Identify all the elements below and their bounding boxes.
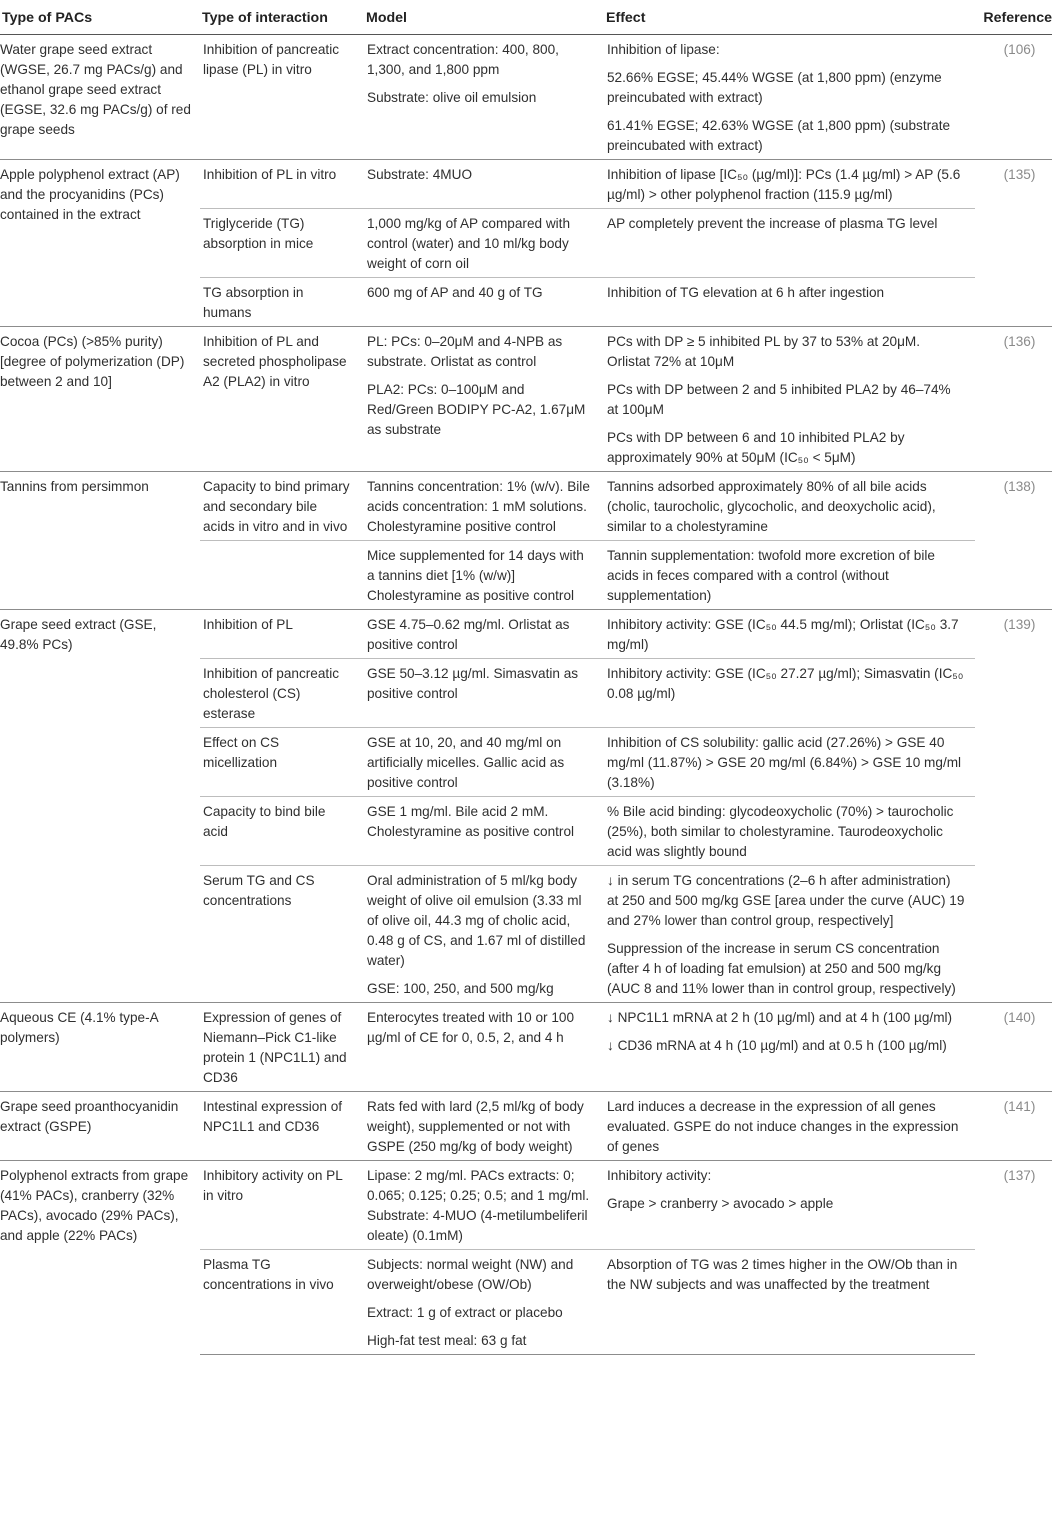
table-row xyxy=(0,35,1052,160)
effect-cell xyxy=(604,278,975,327)
table-row xyxy=(0,1003,1052,1092)
effect-cell xyxy=(604,1092,975,1161)
pac-type-cell: Apple polyphenol extract (AP) and the procyanidins (PCs) contained in the extract xyxy=(0,160,200,327)
header-effect: Effect xyxy=(604,0,975,35)
interaction-cell: Inhibition of PL and secreted phospholipase A2 (PLA2) in vitro xyxy=(200,327,364,472)
effect-cell xyxy=(604,728,975,797)
reference-cell: (137) xyxy=(1003,1168,1036,1183)
interaction-cell: Inhibition of PL in vitro xyxy=(200,160,364,209)
table-row xyxy=(0,160,1052,209)
model-text: GSE 4.75–0.62 mg/ml. Orlistat as positive control xyxy=(367,617,570,652)
interaction-cell xyxy=(200,541,364,610)
interaction-cell: Plasma TG concentrations in vivo xyxy=(200,1250,364,1355)
interaction-cell: Inhibition of pancreatic cholesterol (CS) esterase xyxy=(200,659,364,728)
pac-type-cell: Grape seed proanthocyanidin extract (GSPE) xyxy=(0,1092,200,1161)
header-reference: Reference xyxy=(975,0,1052,35)
model-text: Lipase: 2 mg/ml. PACs extracts: 0; 0.065; 0.125; 0.25; 0.5; and 1 mg/ml. Substrate: 4-MUO (4-metilumbeliferil oleate) (0.1mM) xyxy=(367,1168,590,1243)
effect-text: Inhibition of lipase: xyxy=(607,42,720,57)
model-cell xyxy=(364,209,604,278)
model-text: Enterocytes treated with 10 or 100 µg/ml of CE for 0, 0.5, 2, and 4 h xyxy=(367,1010,575,1045)
interaction-cell: Inhibition of PL xyxy=(200,610,364,659)
header-interaction: Type of interaction xyxy=(200,0,364,35)
reference-cell: (138) xyxy=(975,472,1052,610)
header-model: Model xyxy=(364,0,604,35)
header-row xyxy=(0,0,1052,35)
effect-cell xyxy=(604,797,975,866)
model-cell xyxy=(364,610,604,659)
effect-cell xyxy=(604,659,975,728)
effect-text: % Bile acid binding: glycodeoxycholic (70%) > taurocholic (25%), both similar to cholestyramine. Taurodeoxycholic acid was slightly bound xyxy=(607,804,954,859)
model-text: Tannins concentration: 1% (w/v). Bile acids concentration: 1 mM solutions. Cholestyramine positive control xyxy=(367,479,590,534)
model-text: Rats fed with lard (2,5 ml/kg of body weight), supplemented or not with GSPE (250 mg/kg of body weight) xyxy=(367,1099,584,1154)
model-text: GSE 50–3.12 µg/ml. Simasvatin as positive control xyxy=(367,666,579,701)
model-cell xyxy=(364,1250,604,1355)
pac-type-cell: Polyphenol extracts from grape (41% PACs), cranberry (32% PACs), avocado (29% PACs), and apple (22% PACs) xyxy=(0,1168,189,1243)
table-header xyxy=(0,0,1052,35)
model-cell xyxy=(364,327,604,472)
effect-cell xyxy=(604,160,975,209)
model-cell xyxy=(364,35,604,160)
reference-cell: (135) xyxy=(975,160,1052,327)
effect-cell xyxy=(604,866,975,1003)
effect-text: PCs with DP ≥ 5 inhibited PL by 37 to 53% at 20μM. Orlistat 72% at 10μM xyxy=(607,334,921,369)
interaction-cell: Inhibition of pancreatic lipase (PL) in vitro xyxy=(200,35,364,160)
effect-text: AP completely prevent the increase of plasma TG level xyxy=(607,216,938,231)
table-row xyxy=(0,1161,1052,1250)
effect-cell xyxy=(604,327,975,472)
effect-text: Tannins adsorbed approximately 80% of all bile acids (cholic, taurocholic, glycocholic, and deoxycholic acid), similar to a cholestyramine xyxy=(607,479,936,534)
effect-cell xyxy=(604,1003,975,1092)
model-cell xyxy=(364,866,604,1003)
effect-cell xyxy=(604,472,975,541)
table-row xyxy=(0,472,1052,541)
effect-cell xyxy=(604,541,975,610)
effect-text: 52.66% EGSE; 45.44% WGSE (at 1,800 ppm) (enzyme preincubated with extract) xyxy=(607,70,942,105)
effect-text: Inhibitory activity: xyxy=(607,1168,712,1183)
model-cell xyxy=(364,278,604,327)
model-cell xyxy=(364,1092,604,1161)
effect-text: Inhibition of lipase [IC₅₀ (µg/ml)]: PCs (1.4 µg/ml) > AP (5.6 µg/ml) > other polyphenol fraction (115.9 µg/ml) xyxy=(607,167,961,202)
effect-text: Inhibitory activity: GSE (IC₅₀ 27.27 µg/ml); Simasvatin (IC₅₀ 0.08 µg/ml) xyxy=(607,666,964,701)
effect-text: Lard induces a decrease in the expression of all genes evaluated. GSPE do not induce changes in the expression of genes xyxy=(607,1099,959,1154)
model-text: GSE at 10, 20, and 40 mg/ml on artificially micelles. Gallic acid as positive control xyxy=(367,735,565,790)
effect-text: 61.41% EGSE; 42.63% WGSE (at 1,800 ppm) (substrate preincubated with extract) xyxy=(607,118,951,153)
model-cell xyxy=(364,160,604,209)
effect-cell xyxy=(604,1161,975,1250)
pac-type-cell: Grape seed extract (GSE, 49.8% PCs) xyxy=(0,610,200,1003)
model-cell xyxy=(364,797,604,866)
effect-text: Absorption of TG was 2 times higher in the OW/Ob than in the NW subjects and was unaffected by the treatment xyxy=(607,1257,958,1292)
model-text: 600 mg of AP and 40 g of TG xyxy=(367,285,543,300)
reference-cell: (136) xyxy=(975,327,1052,472)
reference-cell: (140) xyxy=(975,1003,1052,1092)
model-text: PL: PCs: 0–20μM and 4-NPB as substrate. Orlistat as control xyxy=(367,334,563,369)
table-row xyxy=(0,610,1052,659)
effect-text: Tannin supplementation: twofold more excretion of bile acids in feces compared with a control (without supplementation) xyxy=(607,548,935,603)
pac-type-cell: Water grape seed extract (WGSE, 26.7 mg PACs/g) and ethanol grape seed extract (EGSE, 32.6 mg PACs/g) of red grape seeds xyxy=(0,35,200,160)
interaction-cell: TG absorption in humans xyxy=(200,278,364,327)
effect-text: Grape > cranberry > avocado > apple xyxy=(607,1196,834,1211)
model-text: Subjects: normal weight (NW) and overweight/obese (OW/Ob) xyxy=(367,1257,574,1292)
model-text: Extract: 1 g of extract or placebo xyxy=(367,1305,563,1320)
effect-cell xyxy=(604,1250,975,1355)
effect-text: ↓ in serum TG concentrations (2–6 h after administration) at 250 and 500 mg/kg GSE [area under the curve (AUC) 19 and 27% lower than control group, respectively] xyxy=(607,873,965,928)
interaction-cell: Capacity to bind primary and secondary bile acids in vitro and in vivo xyxy=(200,472,364,541)
model-text: Mice supplemented for 14 days with a tannins diet [1% (w/w)] Cholestyramine as positive control xyxy=(367,548,584,603)
interaction-cell: Effect on CS micellization xyxy=(200,728,364,797)
model-text: PLA2: PCs: 0–100μM and Red/Green BODIPY PC-A2, 1.67μM as substrate xyxy=(367,382,586,437)
header-type: Type of PACs xyxy=(0,0,200,35)
effect-cell xyxy=(604,610,975,659)
table-row xyxy=(0,1092,1052,1161)
model-cell xyxy=(364,541,604,610)
reference-cell: (106) xyxy=(975,35,1052,160)
pac-type-cell: Cocoa (PCs) (>85% purity) [degree of polymerization (DP) between 2 and 10] xyxy=(0,327,200,472)
model-text: GSE: 100, 250, and 500 mg/kg xyxy=(367,981,554,996)
model-text: Extract concentration: 400, 800, 1,300, and 1,800 ppm xyxy=(367,42,559,77)
model-text: Oral administration of 5 ml/kg body weight of olive oil emulsion (3.33 ml of olive oil, 44.3 mg of cholic acid, 0.48 g of CS, and 1.67 ml of distilled water) xyxy=(367,873,586,968)
pac-type-cell: Aqueous CE (4.1% type-A polymers) xyxy=(0,1003,200,1092)
interaction-cell: Inhibitory activity on PL in vitro xyxy=(200,1161,364,1250)
model-cell xyxy=(364,1161,604,1250)
interaction-cell: Serum TG and CS concentrations xyxy=(200,866,364,1003)
effect-text: Inhibition of CS solubility: gallic acid (27.26%) > GSE 40 mg/ml (11.87%) > GSE 20 mg/ml (6.84%) > GSE 10 mg/ml (3.18%) xyxy=(607,735,962,790)
interaction-cell: Expression of genes of Niemann–Pick C1-like protein 1 (NPC1L1) and CD36 xyxy=(200,1003,364,1092)
table-row xyxy=(0,327,1052,472)
effect-text: ↓ NPC1L1 mRNA at 2 h (10 µg/ml) and at 4 h (100 µg/ml) xyxy=(607,1010,953,1025)
model-cell xyxy=(364,1003,604,1092)
model-cell xyxy=(364,659,604,728)
effect-text: Suppression of the increase in serum CS concentration (after 4 h of loading fat emulsion) at 250 and 500 mg/kg (AUC 8 and 11% lower than in control group, respectively) xyxy=(607,941,956,996)
effect-text: PCs with DP between 6 and 10 inhibited PLA2 by approximately 90% at 50μM (IC₅₀ < 5μM) xyxy=(607,430,905,465)
model-text: High-fat test meal: 63 g fat xyxy=(367,1333,527,1348)
interaction-cell: Capacity to bind bile acid xyxy=(200,797,364,866)
table-body xyxy=(0,35,1052,1355)
effect-cell xyxy=(604,35,975,160)
reference-cell: (141) xyxy=(975,1092,1052,1161)
effect-text: PCs with DP between 2 and 5 inhibited PLA2 by 46–74% at 100μM xyxy=(607,382,951,417)
effect-text: ↓ CD36 mRNA at 4 h (10 µg/ml) and at 0.5 h (100 µg/ml) xyxy=(607,1038,947,1053)
interaction-cell: Triglyceride (TG) absorption in mice xyxy=(200,209,364,278)
model-cell xyxy=(364,472,604,541)
model-text: 1,000 mg/kg of AP compared with control (water) and 10 ml/kg body weight of corn oil xyxy=(367,216,571,271)
effect-cell xyxy=(604,209,975,278)
effect-text: Inhibitory activity: GSE (IC₅₀ 44.5 mg/ml); Orlistat (IC₅₀ 3.7 mg/ml) xyxy=(607,617,959,652)
effect-text: Inhibition of TG elevation at 6 h after ingestion xyxy=(607,285,885,300)
model-text: Substrate: 4MUO xyxy=(367,167,473,182)
reference-cell: (139) xyxy=(975,610,1052,1003)
model-text: Substrate: olive oil emulsion xyxy=(367,90,537,105)
pac-type-cell: Tannins from persimmon xyxy=(0,472,200,610)
model-cell xyxy=(364,728,604,797)
model-text: GSE 1 mg/ml. Bile acid 2 mM. Cholestyramine as positive control xyxy=(367,804,575,839)
interaction-cell: Intestinal expression of NPC1L1 and CD36 xyxy=(200,1092,364,1161)
